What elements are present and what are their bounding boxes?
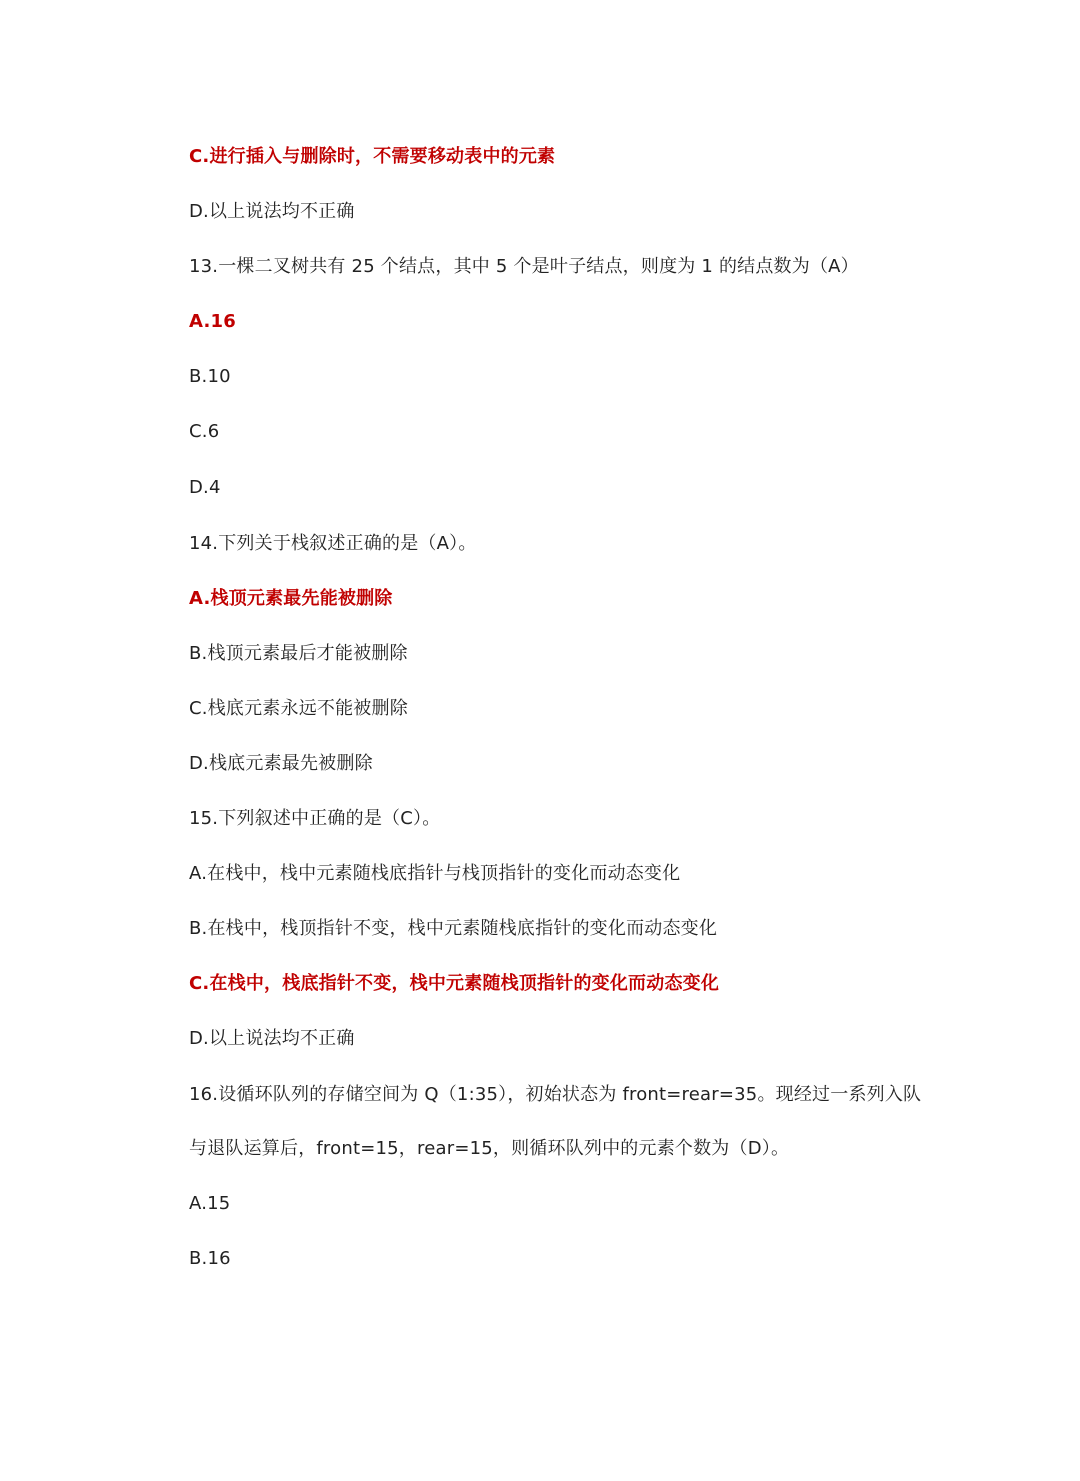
q13-option-b: B.10 [189,366,231,387]
q14-option-b: B.栈顶元素最后才能被删除 [189,643,408,664]
q13-option-d: D.4 [189,477,221,498]
q13-option-a-answer: A.16 [189,311,236,332]
q13-option-c: C.6 [189,421,220,442]
q16-option-b: B.16 [189,1248,231,1269]
q16-question-line1: 16.设循环队列的存储空间为 Q（1:35），初始状态为 front=rear=35。现经过一系列入队 [189,1084,922,1105]
q14-option-a-answer: A.栈顶元素最先能被删除 [189,588,393,609]
q15-question: 15.下列叙述中正确的是（C）。 [189,808,441,829]
q13-question: 13.一棵二叉树共有 25 个结点，其中 5 个是叶子结点，则度为 1 的结点数为（A） [189,256,859,277]
q15-option-a: A.在栈中，栈中元素随栈底指针与栈顶指针的变化而动态变化 [189,863,681,884]
q15-option-b: B.在栈中，栈顶指针不变，栈中元素随栈底指针的变化而动态变化 [189,918,718,939]
q12-option-d: D.以上说法均不正确 [189,201,355,222]
q12-option-c-answer: C.进行插入与删除时，不需要移动表中的元素 [189,146,556,167]
q14-option-c: C.栈底元素永远不能被删除 [189,698,408,719]
q15-option-d: D.以上说法均不正确 [189,1028,355,1049]
q14-option-d: D.栈底元素最先被删除 [189,753,373,774]
q16-option-a: A.15 [189,1193,231,1214]
q16-question-line2: 与退队运算后，front=15，rear=15，则循环队列中的元素个数为（D）。 [189,1138,790,1159]
q15-option-c-answer: C.在栈中，栈底指针不变，栈中元素随栈顶指针的变化而动态变化 [189,973,720,994]
q14-question: 14.下列关于栈叙述正确的是（A）。 [189,533,477,554]
